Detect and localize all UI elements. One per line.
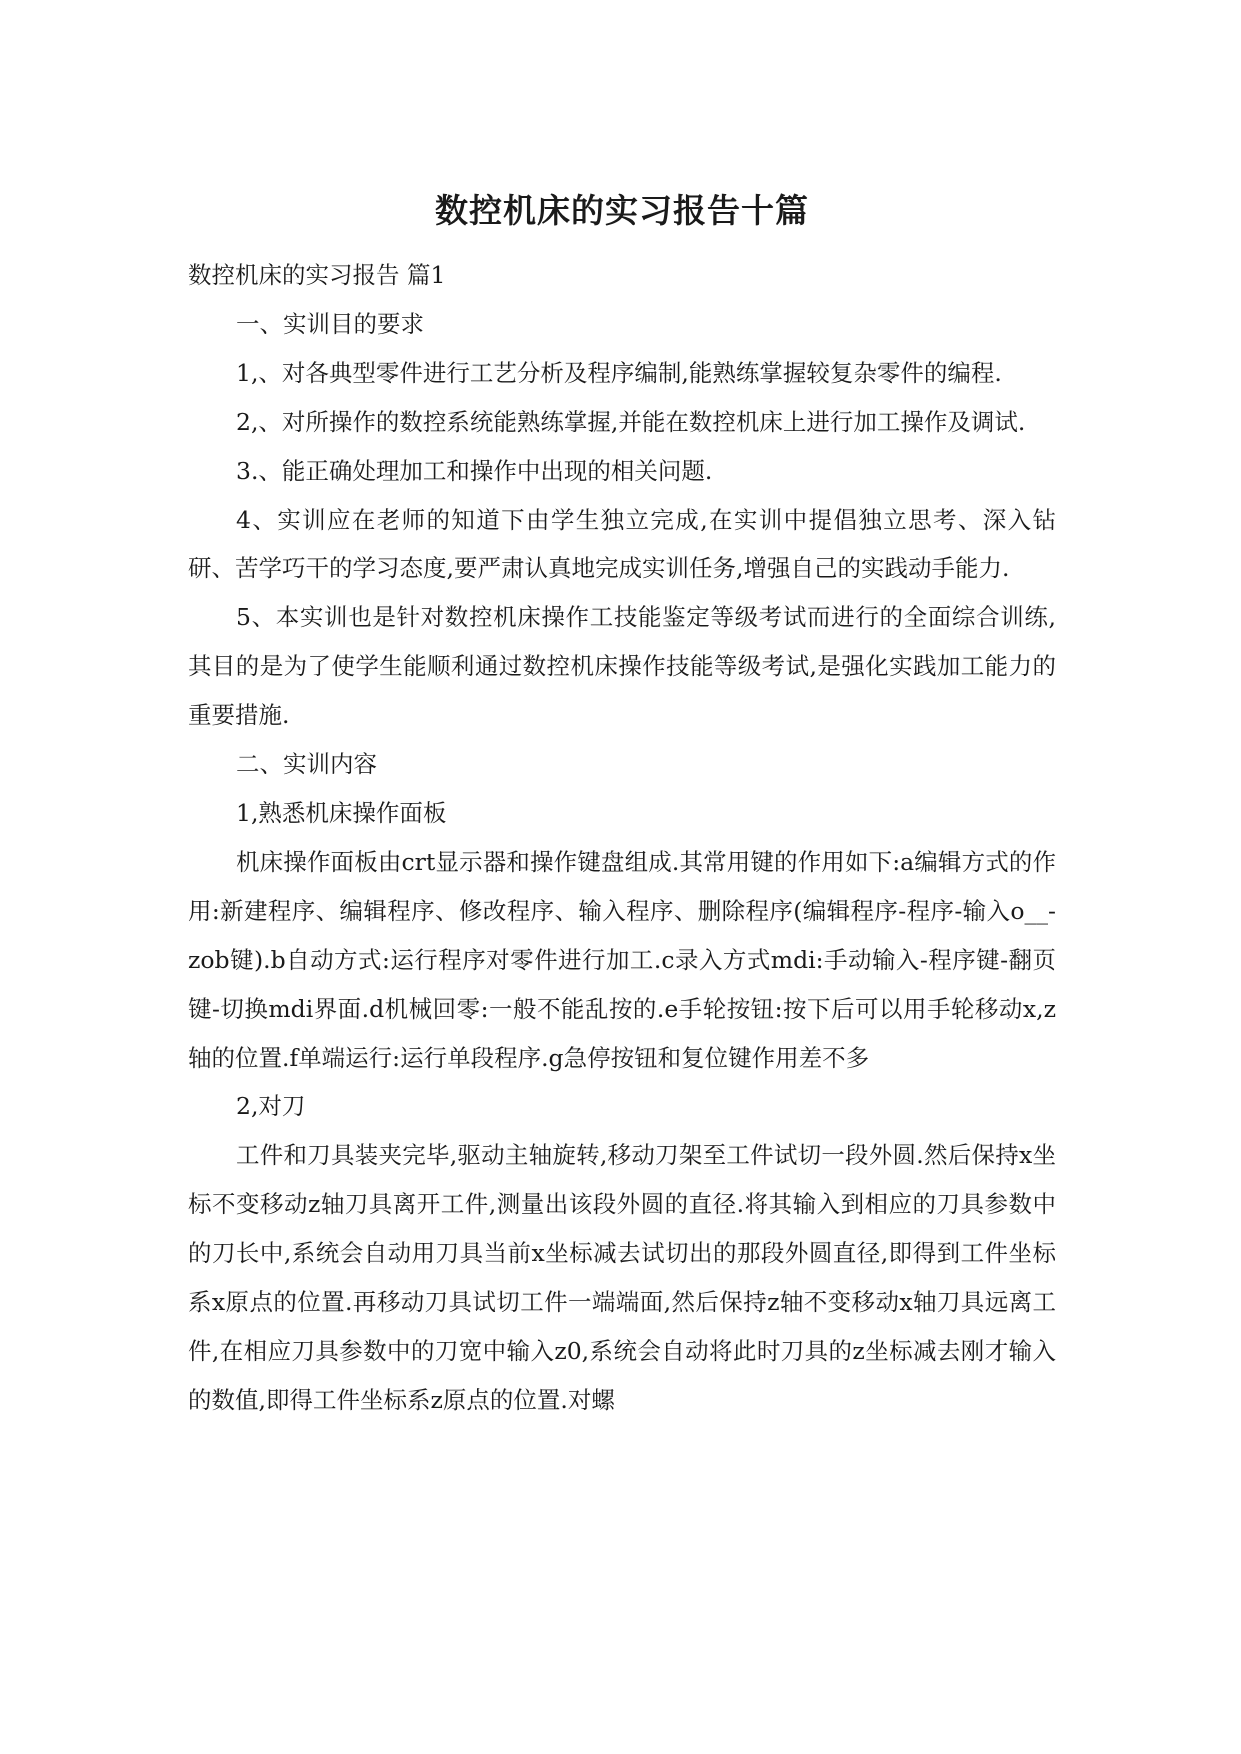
paragraph-panel-description: 机床操作面板由crt显示器和操作键盘组成.其常用键的作用如下:a编辑方式的作用:新建程序、编辑程序、修改程序、输入程序、删除程序(编辑程序-程序-输入o__-zob键).b自动方式:运行程序对零件进行加工.c录入方式mdi:手动输入-程序键-翻页键-切换mdi界面.d机械回零:一般不能乱按的.e手轮按钮:按下后可以用手轮移动x,z轴的位置.f单端运行:运行单段程序.g急停按钮和复位键作用差不多 (188, 847, 1056, 1072)
document-title: 数控机床的实习报告十篇 (435, 191, 809, 230)
paragraph-subheading-panel: 1,熟悉机床操作面板 (236, 798, 447, 827)
paragraph-objectives-heading: 一、实训目的要求 (236, 309, 424, 338)
document-body (188, 251, 1056, 1425)
section-heading: 数控机床的实习报告 篇1 (188, 261, 446, 289)
paragraph-item-3: 3.、能正确处理加工和操作中出现的相关问题. (236, 456, 713, 485)
paragraph-subheading-tool-setting: 2,对刀 (236, 1092, 306, 1121)
paragraph-item-4: 4、实训应在老师的知道下由学生独立完成,在实训中提倡独立思考、深入钻研、苦学巧干的学习态度,要严肃认真地完成实训任务,增强自己的实践动手能力. (188, 505, 1056, 583)
paragraph-item-1: 1,、对各典型零件进行工艺分析及程序编制,能熟练掌握较复杂零件的编程. (236, 358, 1002, 387)
paragraph-tool-setting-description: 工件和刀具装夹完毕,驱动主轴旋转,移动刀架至工件试切一段外圆.然后保持x坐标不变移动z轴刀具离开工件,测量出该段外圆的直径.将其输入到相应的刀具参数中的刀长中,系统会自动用刀具当前x坐标减去试切出的那段外圆直径,即得到工件坐标系x原点的位置.再移动刀具试切工件一端端面,然后保持z轴不变移动x轴刀具远离工件,在相应刀具参数中的刀宽中输入z0,系统会自动将此时刀具的z坐标减去刚才输入的数值,即得工件坐标系z原点的位置.对螺 (188, 1141, 1056, 1414)
paragraph-item-2: 2,、对所操作的数控系统能熟练掌握,并能在数控机床上进行加工操作及调试. (236, 407, 1026, 436)
paragraph-item-5: 5、本实训也是针对数控机床操作工技能鉴定等级考试而进行的全面综合训练,其目的是为了使学生能顺利通过数控机床操作技能等级考试,是强化实践加工能力的重要措施. (188, 603, 1056, 730)
document-page (188, 0, 1056, 1754)
paragraph-content-heading: 二、实训内容 (236, 750, 377, 779)
